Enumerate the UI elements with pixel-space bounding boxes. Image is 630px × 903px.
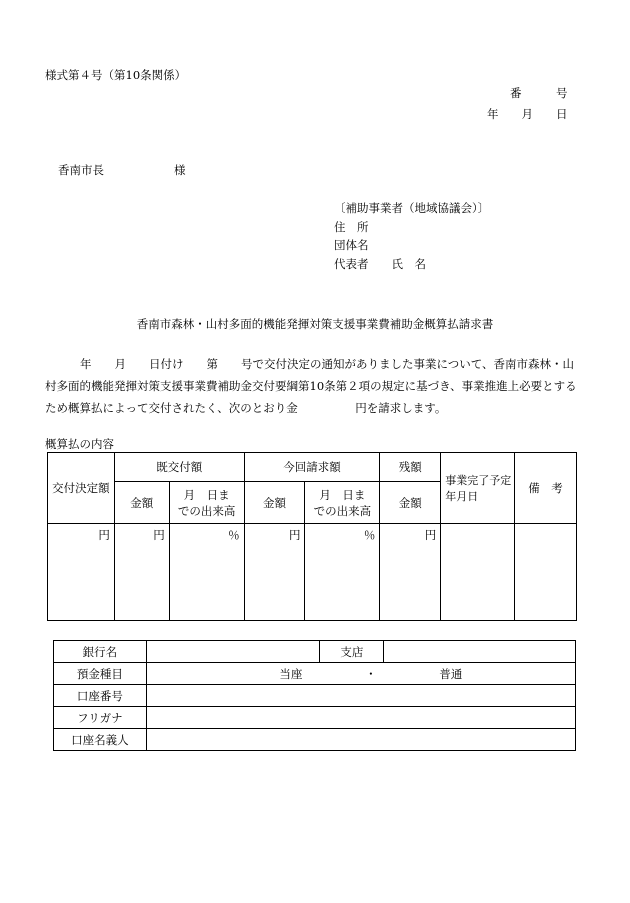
- deposit-type-options: [146, 663, 575, 685]
- account-holder-field[interactable]: [146, 729, 575, 751]
- current-progress-subheader: [305, 482, 380, 524]
- notes-header: 備 考: [515, 453, 577, 524]
- body-line-3: ため概算払によって交付されたく、次のとおり金 円を請求します。: [45, 401, 447, 415]
- option-current-account[interactable]: 当座: [279, 666, 303, 681]
- option-separator: ・: [365, 666, 377, 681]
- document-number-line: 番 号: [510, 86, 568, 100]
- already-granted-header: 既交付額: [114, 453, 244, 482]
- already-progress-cell: ％: [169, 524, 244, 621]
- account-holder-label: 口座名義人: [54, 729, 147, 751]
- representative-label: 代表者 氏 名: [334, 257, 426, 271]
- current-progress-line2: での出来高: [313, 503, 372, 518]
- applicant-heading: 〔補助事業者（地域協議会）〕: [334, 201, 490, 215]
- current-amount-subheader: 金額: [244, 482, 305, 524]
- branch-field[interactable]: [384, 641, 576, 663]
- form-number: 様式第４号（第10条関係）: [45, 68, 187, 82]
- current-request-header: 今回請求額: [244, 453, 380, 482]
- account-number-label: 口座番号: [54, 685, 147, 707]
- option-ordinary-account[interactable]: 普通: [439, 666, 463, 681]
- completion-date-cell: [441, 524, 515, 621]
- remaining-header: 残額: [380, 453, 441, 482]
- already-progress-line2: での出来高: [177, 503, 236, 518]
- current-amount-cell: 円: [244, 524, 305, 621]
- bank-name-field[interactable]: [146, 641, 320, 663]
- remaining-amount-subheader: 金額: [380, 482, 441, 524]
- grant-decision-cell: 円: [48, 524, 115, 621]
- table-caption: 概算払の内容: [45, 437, 114, 451]
- body-line-2: 村多面的機能発揮対策支援事業費補助金交付要綱第10条第２項の規定に基づき、事業推進上必要とする: [45, 379, 577, 393]
- furigana-label: フリガナ: [54, 707, 147, 729]
- body-line-1: 年 月 日付け 第 号で交付決定の通知がありました事業について、香南市森林・山: [80, 357, 575, 371]
- bank-account-table: [53, 640, 576, 751]
- already-progress-subheader: [169, 482, 244, 524]
- addressee: 香南市長: [58, 163, 104, 177]
- current-progress-line1: 月 日ま: [319, 487, 366, 502]
- honorific: 様: [174, 163, 186, 177]
- account-number-field[interactable]: [146, 685, 575, 707]
- address-label: 住 所: [334, 220, 369, 234]
- completion-date-header: 事業完了予定年月日: [441, 453, 515, 524]
- branch-label: 支店: [320, 641, 384, 663]
- notes-cell: [515, 524, 577, 621]
- already-amount-cell: 円: [114, 524, 169, 621]
- payment-table: [47, 452, 577, 621]
- already-progress-line1: 月 日ま: [183, 487, 230, 502]
- document-date-line: 年 月 日: [487, 107, 568, 121]
- current-progress-cell: ％: [305, 524, 380, 621]
- grant-decision-header: 交付決定額: [48, 453, 115, 524]
- deposit-type-label: 預金種目: [54, 663, 147, 685]
- document-title: 香南市森林・山村多面的機能発揮対策支援事業費補助金概算払請求書: [136, 317, 494, 331]
- bank-name-label: 銀行名: [54, 641, 147, 663]
- remaining-amount-cell: 円: [380, 524, 441, 621]
- already-amount-subheader: 金額: [114, 482, 169, 524]
- organization-label: 団体名: [334, 238, 369, 252]
- furigana-field[interactable]: [146, 707, 575, 729]
